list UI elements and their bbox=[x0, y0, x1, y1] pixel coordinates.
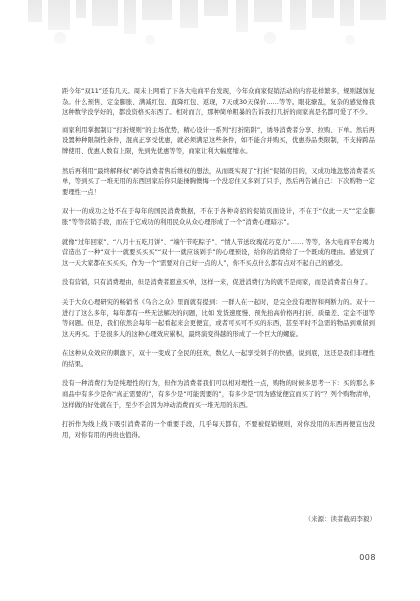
page-number: 008 bbox=[359, 553, 376, 562]
paragraph-2: 商家利用掌握制订“打折规则”的主场优势，精心设计一系列“打折陷阱”，诱导消费者分享、拉购、下单。然后再设置种种限制性条件，混真正享受优惠，就必须满足这些条件，如不能合并购买，优惠券品类限制，不支持跨品牌使用、优惠人数有上限，先到先优惠等等，商家让利大幅度缩水。 bbox=[62, 126, 375, 155]
paragraph-7: 关于大众心理研究的畅销书《乌合之众》里面就有提到：一群人在一起时，是完全没有理智和判断力的。双十一进行了这么多年，每年都有一些无法解决的问题，比如 发货速度慢、预先抬高价格再打折、质量差、定金不退等等问题。但是，我们依然会每年一起看起来会更便宜，或者可买可不买的东西，甚至平时不急需的物品到重留到这天再买。于是很多人的这种心理效应累积，最终演变得越的形成了一个巨大的螺旋。 bbox=[62, 298, 375, 338]
paragraph-9: 没有一种消费行为是纯理性的行为，但作为消费者我们可以相对理性一点，购物的时候多思考一下：买的那么多商品中有多少是你“真正需要的”，有多少是“可能需要的”，有多少是“因为感觉便宜而买了的”？列个购物清单，这样做的好处就在于，至少不会因为冲动消费而买一堆无用的东西。 bbox=[62, 380, 375, 409]
article-source: （来源：读者截码李毅） bbox=[304, 515, 376, 523]
paragraph-8: 在这种从众效应的刺激下，双十一变成了全民的狂欢，数亿人一起享受剁手的快感，说到底，这还是我们非理性的结果。 bbox=[62, 350, 375, 368]
paragraph-3: 然后再利用“最终解释权”剥夺消费者售后维权的想法，从而既实现了“打折”促销的目的，又成功地忽悠消费者买单，等到买了一堆无用的东西回家后你只能捶胸懊悔一个没忍住又多剁了只手，然后再告诫自己：下次购物一定要理性一点！ bbox=[62, 167, 375, 196]
paragraph-4: 双十一的成功之处不在于每年的国民消费数据，不在于各种奇招的促销页面设计，不在于“仅此一天”“定金膨胀”等等营销手段，而在于它成功的利用民众从众心理形成了一个“消费心理暗示”。 bbox=[62, 208, 375, 226]
paragraph-6: 没有营销，只有消费理由，但是消费者愿意买单，这样一来，促进消费行为的就不是商家，而是消费者自身了。 bbox=[62, 279, 372, 287]
article-body bbox=[62, 87, 375, 448]
paragraph-10: 打折作为线上线下吸引消费者的一个重要手段，几乎每天都有，不要被促销规则，对你没用的东西再便宜也没用，对你有用的再贵也值得。 bbox=[62, 421, 375, 439]
header-background-art bbox=[0, 0, 420, 60]
paragraph-5: 就像“过年回家”、“八月十五吃月饼”、“端午节吃粽子”、“情人节送玫瑰花巧克力”…… 等等，各大电商平台竭力营造出了一种“双十一就要买买买”“双十一就应该剁手”的心理预设，给你的消费给了一个既成的理由。感觉到了这一天大家都在买买买，作为一个“需要对自己好一点的人”，你不买点什么都有点对不起自己的感受。 bbox=[62, 238, 375, 267]
paragraph-1: 距今年“双11”还有几天。周末上网看了下各大电商平台发现，今年众商家促销活动的内容花样繁多，规则越加复杂。什么预售、定金膨胀、满减红包、直降红包、返现，7天或30天保价……等等。眼花缭乱，复杂的感觉像我这种数学没学好的，都没资格买东西了。相对而言，那种简单粗暴的告诉我打几折的商家真是名都可爱了不少。 bbox=[62, 88, 375, 117]
